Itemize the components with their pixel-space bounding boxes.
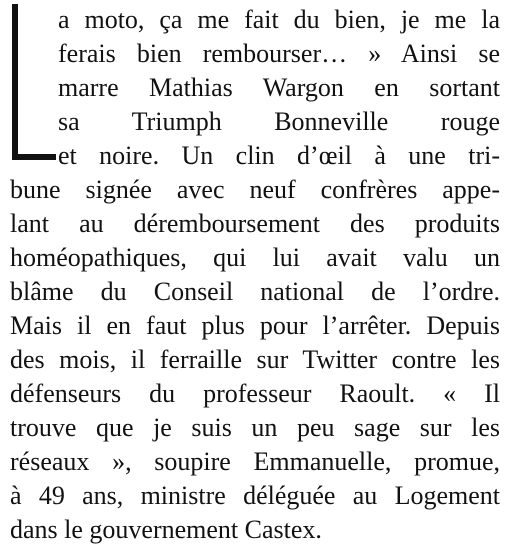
text-line: marre Mathias Wargon en sortant [58, 73, 500, 102]
text-line: défenseurs du professeur Raoult. « Il [10, 379, 500, 408]
text-line: ferais bien rembourser… » Ainsi se [58, 39, 500, 68]
text-line: lant au déremboursement des produits [10, 209, 500, 238]
text-line: blâme du Conseil national de l’ordre. [10, 277, 500, 306]
text-line: homéopathiques, qui lui avait valu un [10, 243, 500, 272]
drop-cap-letter-l [10, 4, 56, 162]
text-line: sa Triumph Bonneville rouge [58, 107, 500, 136]
text-line: bune signée avec neuf confrères appe- [10, 175, 500, 204]
text-line: réseaux », soupire Emmanuelle, promue, [10, 447, 500, 476]
text-line: a moto, ça me fait du bien, je me la [58, 5, 500, 34]
text-line: trouve que je suis un peu sage sur les [10, 413, 500, 442]
text-line: et noire. Un clin d’œil à une tri- [58, 141, 500, 170]
text-line: Mais il en faut plus pour l’arrêter. Depuis [10, 311, 500, 340]
text-line: des mois, il ferraille sur Twitter contre les [10, 345, 500, 374]
text-line: dans le gouvernement Castex. [10, 515, 322, 544]
text-line: à 49 ans, ministre déléguée au Logement [10, 481, 500, 510]
